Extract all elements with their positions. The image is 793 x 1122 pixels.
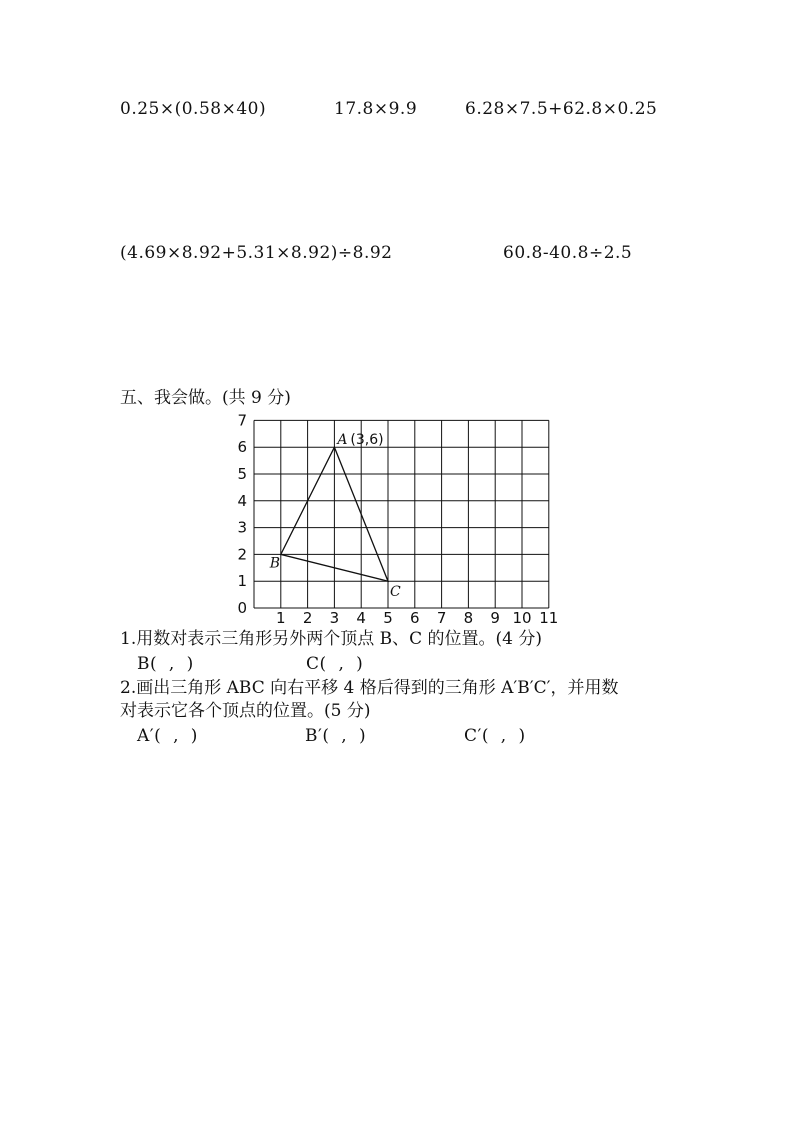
x-tick-label: 6: [410, 609, 420, 627]
y-tick-label: 0: [237, 599, 247, 617]
y-tick-label: 5: [237, 465, 247, 483]
vertex-label-b: B: [269, 555, 281, 572]
grid-lines: [254, 420, 549, 608]
question-1: 1.用数对表示三角形另外两个顶点 B、C 的位置。(4 分): [120, 629, 543, 649]
answer-b[interactable]: B( , ): [137, 654, 194, 674]
answer-b-prime[interactable]: B′( , ): [305, 726, 367, 746]
x-tick-label: 10: [512, 609, 532, 627]
calc-expression-5: 60.8-40.8÷2.5: [503, 243, 633, 263]
calc-expression-4: (4.69×8.92+5.31×8.92)÷8.92: [120, 243, 393, 263]
y-tick-label: 4: [237, 491, 247, 510]
section-heading: 五、我会做。(共 9 分): [120, 388, 291, 408]
y-tick-label: 2: [237, 545, 247, 564]
answer-c-prime[interactable]: C′( , ): [464, 726, 526, 746]
x-tick-label: 11: [539, 609, 559, 627]
y-tick-label: 3: [237, 518, 247, 537]
calc-expression-1: 0.25×(0.58×40): [120, 99, 267, 119]
x-tick-label: 8: [463, 609, 474, 627]
question-2-line-1: 2.画出三角形 ABC 向右平移 4 格后得到的三角形 A′B′C′，并用数: [120, 678, 619, 698]
vertex-label-a: A: [337, 432, 348, 449]
x-tick-label: 4: [356, 609, 366, 627]
vertex-coordinate-label: (3,6): [350, 432, 384, 449]
x-tick-label: 2: [302, 609, 313, 627]
calc-expression-3: 6.28×7.5+62.8×0.25: [465, 99, 658, 119]
question-2-line-2: 对表示它各个顶点的位置。(5 分): [120, 701, 371, 721]
answer-a-prime[interactable]: A′( , ): [137, 726, 198, 746]
y-tick-label: 1: [237, 572, 247, 591]
y-axis-tick-labels: [237, 411, 247, 617]
x-tick-label: 1: [276, 609, 286, 627]
answer-c[interactable]: C( , ): [306, 654, 364, 674]
x-tick-label: 7: [436, 609, 447, 627]
x-tick-label: 3: [329, 609, 340, 627]
y-tick-label: 7: [237, 411, 247, 430]
vertex-label-c: C: [390, 584, 401, 601]
y-tick-label: 6: [237, 438, 247, 457]
x-tick-label: 9: [490, 609, 500, 627]
x-axis-tick-labels: [276, 609, 558, 627]
calc-expression-2: 17.8×9.9: [334, 99, 418, 119]
x-tick-label: 5: [383, 609, 393, 627]
